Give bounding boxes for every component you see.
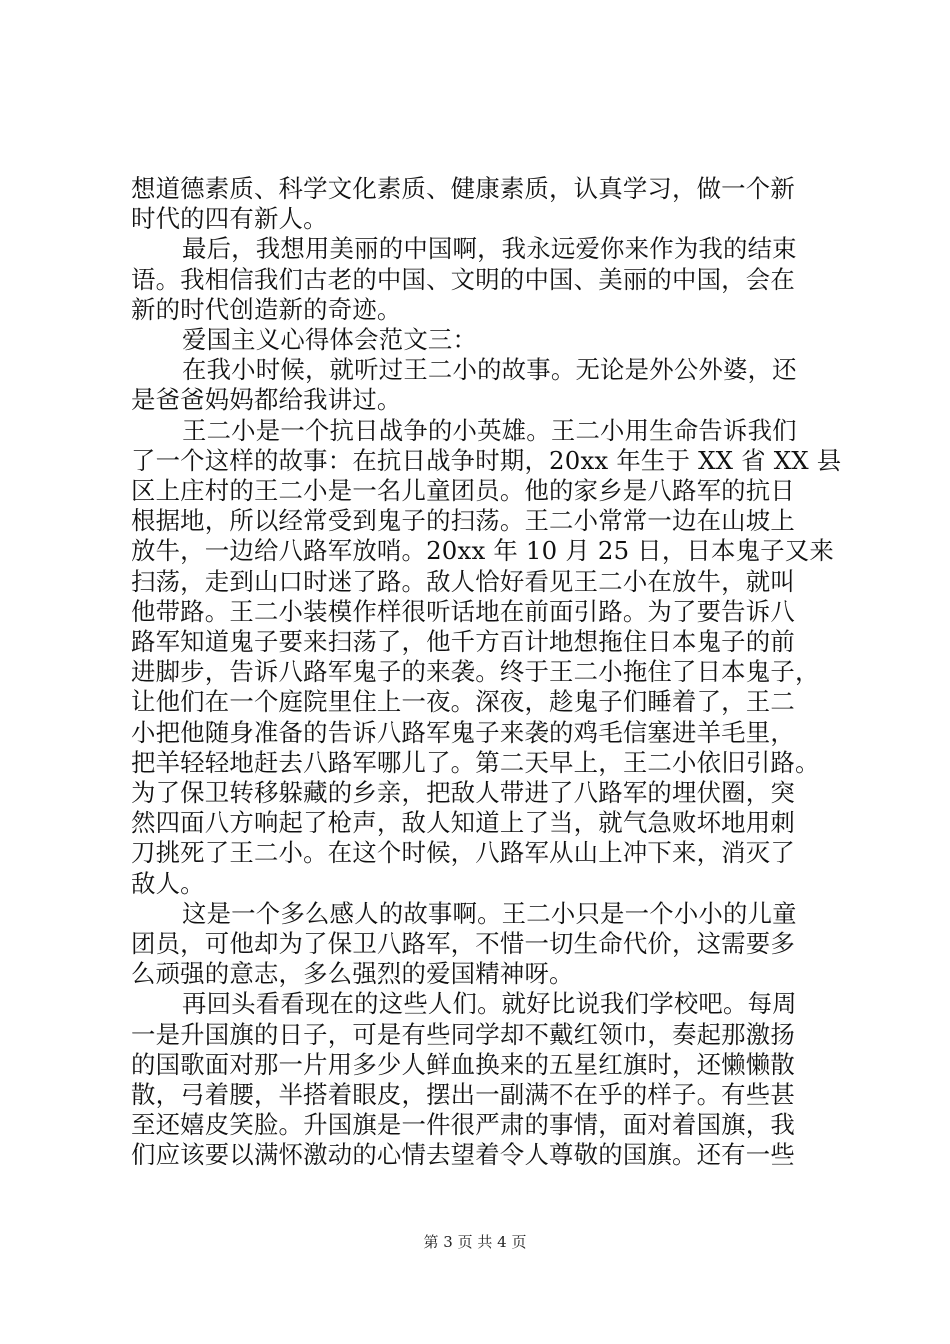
page-number: 第 3 页 共 4 页 [423,1233,527,1251]
text-line: 时代的四有新人。 [131,204,328,233]
text-line: 这是一个多么感人的故事啊。王二小只是一个小小的儿童 [182,899,797,928]
text-line: 敌人。 [131,869,205,898]
text-line: 路军知道鬼子要来扫荡了，他千方百计地想拖住日本鬼子的前 [131,627,795,656]
text-line: 最后，我想用美丽的中国啊，我永远爱你来作为我的结束 [182,234,797,263]
text-line: 么顽强的意志，多么强烈的爱国精神呀。 [131,959,574,988]
text-line: 想道德素质、科学文化素质、健康素质，认真学习，做一个新 [131,174,795,203]
text-line: 然四面八方响起了枪声，敌人知道上了当，就气急败坏地用刺 [131,808,795,837]
text-line: 在我小时候，就听过王二小的故事。无论是外公外婆，还 [182,355,797,384]
text-line: 至还嬉皮笑脸。升国旗是一件很严肃的事情，面对着国旗，我 [131,1110,795,1139]
text-line: 放牛，一边给八路军放哨。20xx 年 10 月 25 日，日本鬼子又来 [131,536,834,565]
text-line: 再回头看看现在的这些人们。就好比说我们学校吧。每周 [182,989,797,1018]
text-line: 语。我相信我们古老的中国、文明的中国、美丽的中国，会在 [131,265,795,294]
text-line: 他带路。王二小装模作样很听话地在前面引路。为了要告诉八 [131,597,795,626]
text-line: 一是升国旗的日子，可是有些同学却不戴红领巾，奏起那激扬 [131,1020,795,1049]
text-line: 让他们在一个庭院里住上一夜。深夜，趁鬼子们睡着了，王二 [131,687,795,716]
text-line: 的国歌面对那一片用多少人鲜血换来的五星红旗时，还懒懒散 [131,1050,795,1079]
text-line: 团员，可他却为了保卫八路军，不惜一切生命代价，这需要多 [131,929,795,958]
text-line: 区上庄村的王二小是一名儿童团员。他的家乡是八路军的抗日 [131,476,795,505]
text-line: 是爸爸妈妈都给我讲过。 [131,385,402,414]
text-line: 们应该要以满怀激动的心情去望着令人尊敬的国旗。还有一些 [131,1140,795,1169]
text-line: 为了保卫转移躲藏的乡亲，把敌人带进了八路军的埋伏圈，突 [131,778,795,807]
text-line: 进脚步，告诉八路军鬼子的来袭。终于王二小拖住了日本鬼子， [131,657,820,686]
text-line: 了一个这样的故事：在抗日战争时期，20xx 年生于 XX 省 XX 县 [131,446,842,475]
text-line: 小把他随身准备的告诉八路军鬼子来袭的鸡毛信塞进羊毛里， [131,718,795,747]
text-line: 王二小是一个抗日战争的小英雄。王二小用生命告诉我们 [182,416,797,445]
text-line: 刀挑死了王二小。在这个时候，八路军从山上冲下来，消灭了 [131,838,795,867]
text-line: 根据地，所以经常受到鬼子的扫荡。王二小常常一边在山坡上 [131,506,795,535]
text-line: 散，弓着腰，半搭着眼皮，摆出一副满不在乎的样子。有些甚 [131,1080,795,1109]
text-line: 扫荡，走到山口时迷了路。敌人恰好看见王二小在放牛，就叫 [131,567,795,596]
text-line: 把羊轻轻地赶去八路军哪儿了。第二天早上，王二小依旧引路。 [131,748,820,777]
section-heading: 爱国主义心得体会范文三： [182,325,478,354]
text-line: 新的时代创造新的奇迹。 [131,295,402,324]
